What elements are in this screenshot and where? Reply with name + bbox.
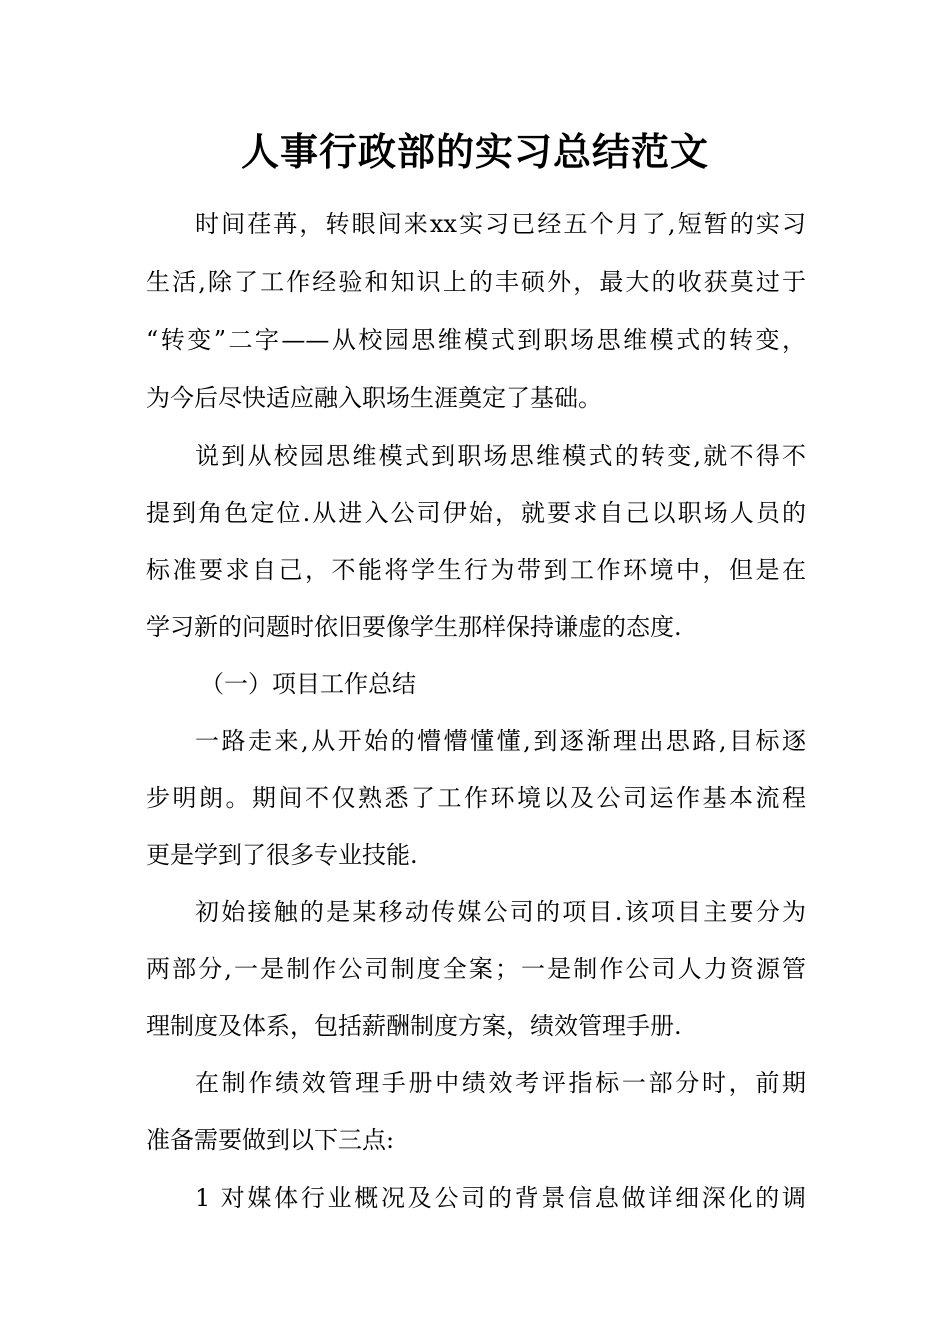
paragraph-3-line-3: 更是学到了很多专业技能. xyxy=(146,841,418,869)
document-title: 人事行政部的实习总结范文 xyxy=(240,129,709,174)
paragraph-4-line-2: 两部分,一是制作公司制度全案；一是制作公司人力资源管 xyxy=(146,955,806,983)
paragraph-5-line-1: 在制作绩效管理手册中绩效考评指标一部分时，前期 xyxy=(195,1069,806,1097)
paragraph-1-line-3: “转变”二字——从校园思维模式到职场思维模式的转变， xyxy=(146,326,806,354)
paragraph-3-line-2: 步明朗。期间不仅熟悉了工作环境以及公司运作基本流程 xyxy=(146,784,806,812)
paragraph-2-line-4: 学习新的问题时依旧要像学生那样保持谦虚的态度. xyxy=(146,613,682,641)
paragraph-2-line-1: 说到从校园思维模式到职场思维模式的转变,就不得不 xyxy=(195,442,806,470)
section-heading-project-summary: （一）项目工作总结 xyxy=(200,670,416,698)
paragraph-1-line-4: 为今后尽快适应融入职场生涯奠定了基础。 xyxy=(146,384,602,412)
paragraph-5-line-2: 准备需要做到以下三点: xyxy=(146,1126,395,1154)
paragraph-4-line-1: 初始接触的是某移动传媒公司的项目.该项目主要分为 xyxy=(195,898,806,926)
paragraph-3-line-1: 一路走来,从开始的懵懵懂懂,到逐渐理出思路,目标逐 xyxy=(195,727,806,755)
paragraph-2-line-2: 提到角色定位.从进入公司伊始，就要求自己以职场人员的 xyxy=(146,499,806,527)
paragraph-1-line-2: 生活,除了工作经验和知识上的丰硕外，最大的收获莫过于 xyxy=(146,268,806,296)
paragraph-4-line-3: 理制度及体系，包括薪酬制度方案，绩效管理手册. xyxy=(146,1012,682,1040)
paragraph-2-line-3: 标准要求自己，不能将学生行为带到工作环境中，但是在 xyxy=(146,556,806,584)
paragraph-1-line-1: 时间荏苒，转眼间来xx实习已经五个月了,短暂的实习 xyxy=(195,210,806,238)
list-item-1-line-1: 1 对媒体行业概况及公司的背景信息做详细深化的调 xyxy=(195,1184,806,1212)
